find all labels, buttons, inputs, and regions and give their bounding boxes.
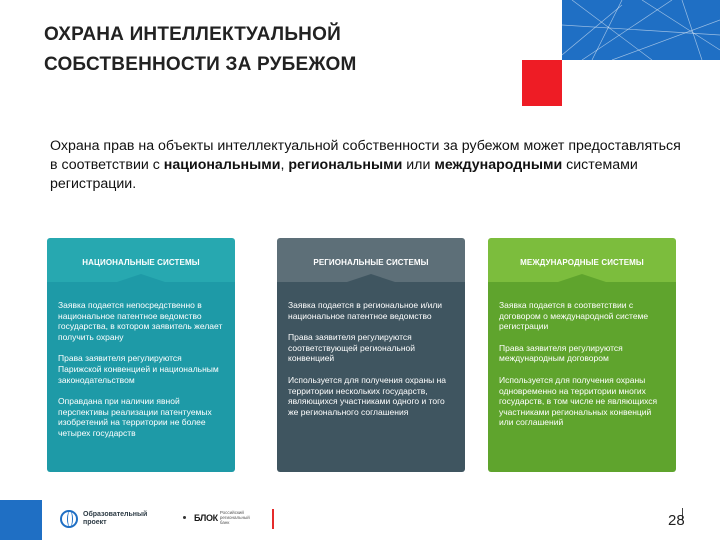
column-regional-systems <box>277 238 465 472</box>
footer-decoration-blue <box>0 500 42 540</box>
fold-notch-icon <box>488 274 676 288</box>
title-line-2: СОБСТВЕННОСТИ ЗА РУБЕЖОМ <box>44 54 357 75</box>
regional-point-2: Права заявителя регулируются соответствующей региональной конвенцией <box>288 332 416 364</box>
intro-bold-national: национальными <box>163 157 281 173</box>
intro-paragraph <box>50 137 690 194</box>
national-point-1: Заявка подается непосредственно в национальное патентное ведомство государства, в котором заявитель желает получить охрану <box>58 300 223 342</box>
intro-text-1: Охрана прав на объекты интеллектуальной собственности за рубежом может предоставляться в соответствии с <box>50 138 681 173</box>
intro-text-2: системами регистрации. <box>50 157 638 192</box>
column-header-regional: РЕГИОНАЛЬНЫЕ СИСТЕМЫ <box>277 238 465 284</box>
intro-sep-1: , <box>280 157 289 173</box>
international-point-2: Права заявителя регулируются международным договором <box>499 342 623 364</box>
corner-decoration-blue <box>562 0 720 60</box>
regional-point-1: Заявка подается в региональное и/или национальное патентное ведомство <box>288 300 443 321</box>
intro-bold-regional: региональными <box>288 157 403 173</box>
footer-logo2-subtext: Российский региональный банк <box>219 510 250 525</box>
page-number: 28 <box>668 512 685 529</box>
column-header-international: МЕЖДУНАРОДНЫЕ СИСТЕМЫ <box>488 238 676 284</box>
footer-logo-education-project <box>60 510 153 528</box>
footer-separator <box>272 509 274 529</box>
intro-sep-2: или <box>402 157 435 173</box>
corner-decoration-red <box>522 60 562 106</box>
intro-bold-international: международными <box>434 157 563 173</box>
column-header-national: НАЦИОНАЛЬНЫЕ СИСТЕМЫ <box>47 238 235 284</box>
fold-notch-icon <box>277 274 465 288</box>
footer-logo2-brand: БЛОК <box>194 512 218 523</box>
column-international-systems <box>488 238 676 472</box>
network-lines-icon <box>562 0 720 60</box>
bullet-dot-icon <box>183 516 186 519</box>
national-point-2: Права заявителя регулируются Парижской конвенцией и национальным законодательством <box>58 353 219 385</box>
title-line-1: ОХРАНА ИНТЕЛЛЕКТУАЛЬНОЙ <box>44 24 341 45</box>
fold-notch-icon <box>47 274 235 288</box>
column-body-regional <box>277 284 465 472</box>
globe-icon <box>60 510 78 528</box>
international-point-1: Заявка подается в соответствии с договором о международной системе регистрации <box>499 300 649 332</box>
international-point-3: Используется для получения охраны одновременно на территории многих государств, в том числе не являющихся участниками региональных конвенций или соглашений <box>499 374 658 428</box>
national-point-3: Оправдана при наличии явной перспективы реализации патентуемых изобретений на территории не более четырех государств <box>58 396 212 438</box>
page-title <box>44 20 514 80</box>
column-body-international <box>488 284 676 472</box>
regional-point-3: Используется для получения охраны на территории нескольких государств, являющихся участниками одного и того же регионального соглашения <box>288 374 447 417</box>
column-national-systems <box>47 238 235 472</box>
column-body-national <box>47 284 235 472</box>
footer-logo-bank <box>183 510 256 525</box>
footer-logo1-text: Образовательный проект <box>83 511 148 526</box>
